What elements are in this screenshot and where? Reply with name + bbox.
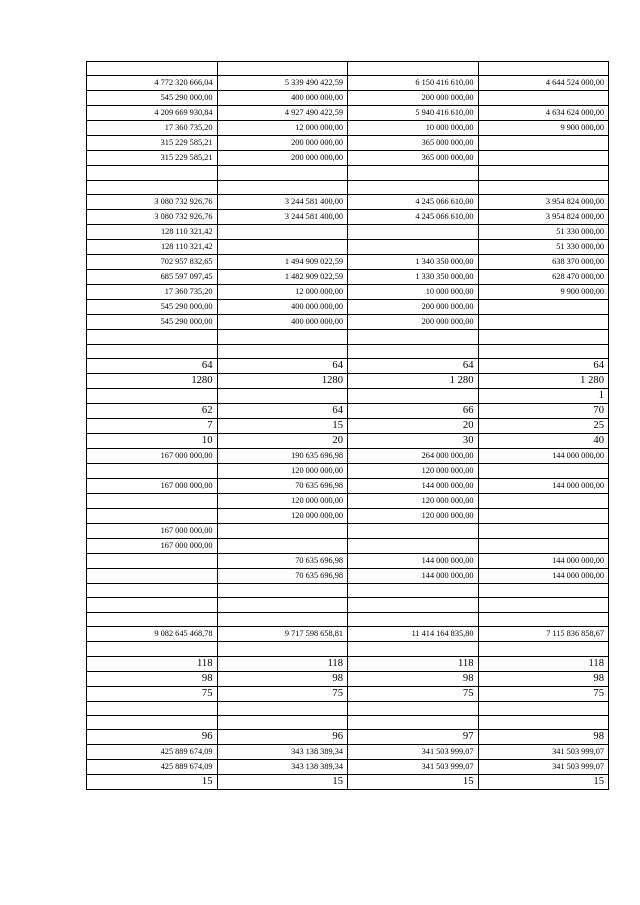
table-cell-col-1 (87, 344, 218, 358)
table-cell-col-2 (217, 344, 348, 358)
table-cell-col-3: 4 245 066 610,00 (348, 210, 479, 225)
table-cell-col-1: 64 (87, 358, 218, 373)
table-cell-col-1: 7 (87, 418, 218, 433)
table-cell-col-2: 1280 (217, 373, 348, 388)
table-cell-col-4: 638 370 000,00 (478, 255, 609, 270)
table-row (87, 775, 609, 790)
table-cell-col-2 (217, 180, 348, 194)
table-cell-col-4: 4 644 524 000,00 (478, 76, 609, 91)
table-cell-col-2: 96 (217, 730, 348, 745)
table-cell-col-1: 545 290 000,00 (87, 300, 218, 315)
table-cell-col-4: 70 (478, 403, 609, 418)
table-cell-col-3: 144 000 000,00 (348, 553, 479, 568)
table-cell-col-1: 128 110 321,42 (87, 240, 218, 255)
table-cell-col-4 (478, 538, 609, 553)
table-cell-col-1: 167 000 000,00 (87, 538, 218, 553)
table-cell-col-4: 40 (478, 433, 609, 448)
table-cell-col-3: 97 (348, 730, 479, 745)
table-cell-col-2: 4 927 490 422,59 (217, 106, 348, 121)
table-cell-col-2 (217, 225, 348, 240)
table-cell-col-4 (478, 612, 609, 626)
table-cell-col-4: 4 634 624 000,00 (478, 106, 609, 121)
table-cell-col-1: 3 080 732 926,76 (87, 210, 218, 225)
table-cell-col-1: 96 (87, 730, 218, 745)
table-cell-col-4: 51 330 000,00 (478, 225, 609, 240)
table-row (87, 745, 609, 760)
table-cell-col-3: 75 (348, 686, 479, 701)
table-cell-col-4 (478, 583, 609, 597)
table-cell-col-4 (478, 715, 609, 729)
table-cell-col-1 (87, 715, 218, 729)
table-cell-col-2: 5 339 490 422,59 (217, 76, 348, 91)
table-row (87, 508, 609, 523)
table-cell-col-3 (348, 642, 479, 656)
table-cell-col-3 (348, 612, 479, 626)
table-cell-col-3: 10 000 000,00 (348, 285, 479, 300)
table-cell-col-1 (87, 553, 218, 568)
table-cell-col-2: 9 717 598 658,81 (217, 627, 348, 642)
table-cell-col-2: 200 000 000,00 (217, 136, 348, 151)
table-row (87, 671, 609, 686)
table-cell-col-3 (348, 166, 479, 180)
table-cell-col-3: 30 (348, 433, 479, 448)
table-cell-col-4: 15 (478, 775, 609, 790)
table-cell-col-1 (87, 180, 218, 194)
table-cell-col-3 (348, 225, 479, 240)
table-cell-col-4 (478, 330, 609, 344)
table-cell-col-1: 545 290 000,00 (87, 91, 218, 106)
table-cell-col-1: 545 290 000,00 (87, 315, 218, 330)
table-cell-col-2 (217, 538, 348, 553)
table-cell-col-1: 685 597 097,45 (87, 270, 218, 285)
table-cell-col-1: 702 957 832,65 (87, 255, 218, 270)
table-cell-col-4: 64 (478, 358, 609, 373)
table-row (87, 225, 609, 240)
table-cell-col-2 (217, 715, 348, 729)
table-cell-col-3 (348, 388, 479, 403)
table-cell-col-3: 144 000 000,00 (348, 568, 479, 583)
table-cell-col-1: 4 209 669 930,84 (87, 106, 218, 121)
table-cell-col-2: 75 (217, 686, 348, 701)
table-row (87, 121, 609, 136)
table-row (87, 403, 609, 418)
table-cell-col-3: 1 330 350 000,00 (348, 270, 479, 285)
table-cell-col-2 (217, 642, 348, 656)
table-cell-col-3 (348, 583, 479, 597)
table-cell-col-1: 1280 (87, 373, 218, 388)
table-cell-col-4: 3 954 824 000,00 (478, 210, 609, 225)
table-cell-col-4: 118 (478, 656, 609, 671)
table-cell-col-4 (478, 523, 609, 538)
table-cell-col-3: 1 280 (348, 373, 479, 388)
table-cell-col-2: 64 (217, 403, 348, 418)
table-cell-col-1: 9 082 645 468,78 (87, 627, 218, 642)
table-cell-col-2: 1 494 909 022,59 (217, 255, 348, 270)
table-cell-col-4: 628 470 000,00 (478, 270, 609, 285)
table-cell-col-1: 62 (87, 403, 218, 418)
table-row (87, 433, 609, 448)
table-cell-col-4: 7 115 836 858,67 (478, 627, 609, 642)
table-row (87, 463, 609, 478)
table-cell-col-4 (478, 598, 609, 612)
table-row (87, 151, 609, 166)
table-cell-col-4 (478, 508, 609, 523)
table-cell-col-2: 400 000 000,00 (217, 315, 348, 330)
table-cell-col-4: 341 503 999,07 (478, 745, 609, 760)
table-cell-col-2: 20 (217, 433, 348, 448)
table-cell-col-4: 144 000 000,00 (478, 553, 609, 568)
table-cell-col-2: 190 635 696,98 (217, 448, 348, 463)
table-cell-col-4 (478, 180, 609, 194)
table-cell-col-3: 120 000 000,00 (348, 463, 479, 478)
table-cell-col-3: 118 (348, 656, 479, 671)
table-row (87, 568, 609, 583)
table-cell-col-4 (478, 166, 609, 180)
table-row (87, 760, 609, 775)
table-cell-col-2 (217, 598, 348, 612)
table-row (87, 91, 609, 106)
table-cell-col-1 (87, 508, 218, 523)
table-cell-col-3: 144 000 000,00 (348, 478, 479, 493)
table-cell-col-2 (217, 388, 348, 403)
table-cell-col-4: 75 (478, 686, 609, 701)
table-cell-col-3: 98 (348, 671, 479, 686)
table-cell-col-2: 120 000 000,00 (217, 508, 348, 523)
table-cell-col-3: 341 503 999,07 (348, 760, 479, 775)
table-row (87, 656, 609, 671)
table-cell-col-1: 17 360 735,20 (87, 285, 218, 300)
table-cell-col-2 (217, 62, 348, 76)
table-cell-col-4 (478, 701, 609, 715)
table-cell-col-1 (87, 166, 218, 180)
table-row (87, 62, 609, 76)
table-cell-col-1: 15 (87, 775, 218, 790)
table-cell-col-4: 1 (478, 388, 609, 403)
table-row (87, 612, 609, 626)
table-cell-col-1: 128 110 321,42 (87, 225, 218, 240)
table-row (87, 344, 609, 358)
table-cell-col-1: 425 889 674,09 (87, 760, 218, 775)
table-cell-col-2 (217, 166, 348, 180)
table-cell-col-4 (478, 91, 609, 106)
table-row (87, 388, 609, 403)
table-cell-col-3: 200 000 000,00 (348, 91, 479, 106)
table-cell-col-2 (217, 240, 348, 255)
table-cell-col-1 (87, 330, 218, 344)
table-cell-col-1: 118 (87, 656, 218, 671)
table-cell-col-1: 75 (87, 686, 218, 701)
table-cell-col-4: 1 280 (478, 373, 609, 388)
table-cell-col-1: 425 889 674,09 (87, 745, 218, 760)
table-cell-col-3: 6 150 416 610,00 (348, 76, 479, 91)
table-cell-col-3: 10 000 000,00 (348, 121, 479, 136)
table-row (87, 627, 609, 642)
table-cell-col-1 (87, 583, 218, 597)
table-row (87, 583, 609, 597)
table-cell-col-1 (87, 388, 218, 403)
table-cell-col-3 (348, 344, 479, 358)
table-row (87, 106, 609, 121)
table-row (87, 300, 609, 315)
table-cell-col-2: 70 635 696,98 (217, 478, 348, 493)
table-cell-col-2: 118 (217, 656, 348, 671)
table-cell-col-3: 200 000 000,00 (348, 300, 479, 315)
table-cell-col-3 (348, 330, 479, 344)
table-cell-col-4: 341 503 999,07 (478, 760, 609, 775)
table-row (87, 240, 609, 255)
table-cell-col-1: 315 229 585,21 (87, 136, 218, 151)
table-cell-col-1: 3 080 732 926,76 (87, 195, 218, 210)
table-cell-col-2 (217, 330, 348, 344)
table-cell-col-1: 167 000 000,00 (87, 448, 218, 463)
table-cell-col-2: 98 (217, 671, 348, 686)
table-cell-col-4: 3 954 824 000,00 (478, 195, 609, 210)
table-cell-col-2: 1 482 909 022,59 (217, 270, 348, 285)
table-cell-col-2 (217, 701, 348, 715)
table-cell-col-1 (87, 642, 218, 656)
table-cell-col-4 (478, 300, 609, 315)
table-row (87, 76, 609, 91)
table-cell-col-3: 20 (348, 418, 479, 433)
table-cell-col-3 (348, 62, 479, 76)
table-cell-col-2: 70 635 696,98 (217, 568, 348, 583)
table-cell-col-3: 11 414 164 835,80 (348, 627, 479, 642)
table-row (87, 715, 609, 729)
table-cell-col-2 (217, 583, 348, 597)
table-cell-col-2: 12 000 000,00 (217, 285, 348, 300)
table-cell-col-3: 365 000 000,00 (348, 136, 479, 151)
table-row (87, 523, 609, 538)
table-cell-col-3: 66 (348, 403, 479, 418)
table-cell-col-3: 15 (348, 775, 479, 790)
table-cell-col-4: 144 000 000,00 (478, 448, 609, 463)
table-cell-col-3: 5 940 416 610,00 (348, 106, 479, 121)
table-row (87, 136, 609, 151)
table-row (87, 315, 609, 330)
table-cell-col-3 (348, 701, 479, 715)
table-cell-col-4: 25 (478, 418, 609, 433)
table-cell-col-3 (348, 180, 479, 194)
table-cell-col-3: 4 245 066 610,00 (348, 195, 479, 210)
table-cell-col-4 (478, 151, 609, 166)
table-row (87, 255, 609, 270)
table-cell-col-2: 12 000 000,00 (217, 121, 348, 136)
table-cell-col-1: 167 000 000,00 (87, 523, 218, 538)
table-cell-col-1: 10 (87, 433, 218, 448)
table-row (87, 210, 609, 225)
table-row (87, 373, 609, 388)
table-row (87, 166, 609, 180)
table-cell-col-3 (348, 240, 479, 255)
table-cell-col-2: 3 244 581 400,00 (217, 195, 348, 210)
table-cell-col-2: 343 138 389,34 (217, 745, 348, 760)
table-cell-col-2: 400 000 000,00 (217, 300, 348, 315)
table-row (87, 285, 609, 300)
table-row (87, 358, 609, 373)
table-cell-col-4 (478, 315, 609, 330)
table-row (87, 598, 609, 612)
table-cell-col-2 (217, 612, 348, 626)
table-cell-col-1 (87, 463, 218, 478)
table-row (87, 701, 609, 715)
table-row (87, 478, 609, 493)
table-cell-col-3 (348, 523, 479, 538)
table-cell-col-3: 365 000 000,00 (348, 151, 479, 166)
table-cell-col-1: 315 229 585,21 (87, 151, 218, 166)
table-cell-col-1: 17 360 735,20 (87, 121, 218, 136)
budget-table (86, 61, 609, 790)
table-cell-col-3: 120 000 000,00 (348, 493, 479, 508)
table-cell-col-4 (478, 136, 609, 151)
table-cell-col-1 (87, 493, 218, 508)
table-row (87, 270, 609, 285)
table-row (87, 493, 609, 508)
table-cell-col-4: 51 330 000,00 (478, 240, 609, 255)
budget-table-body (87, 62, 609, 790)
table-cell-col-2: 120 000 000,00 (217, 493, 348, 508)
table-cell-col-2: 120 000 000,00 (217, 463, 348, 478)
table-cell-col-4 (478, 344, 609, 358)
table-cell-col-3: 264 000 000,00 (348, 448, 479, 463)
table-cell-col-2: 200 000 000,00 (217, 151, 348, 166)
table-cell-col-2: 15 (217, 418, 348, 433)
table-cell-col-2: 70 635 696,98 (217, 553, 348, 568)
table-row (87, 330, 609, 344)
table-cell-col-3 (348, 715, 479, 729)
table-cell-col-1 (87, 568, 218, 583)
table-cell-col-4 (478, 642, 609, 656)
table-cell-col-1: 98 (87, 671, 218, 686)
table-cell-col-1: 167 000 000,00 (87, 478, 218, 493)
table-cell-col-1 (87, 62, 218, 76)
table-cell-col-3: 341 503 999,07 (348, 745, 479, 760)
table-cell-col-2: 15 (217, 775, 348, 790)
table-row (87, 180, 609, 194)
table-cell-col-3: 1 340 350 000,00 (348, 255, 479, 270)
table-cell-col-4: 9 900 000,00 (478, 285, 609, 300)
table-cell-col-1 (87, 612, 218, 626)
table-cell-col-1: 4 772 320 666,04 (87, 76, 218, 91)
table-cell-col-1 (87, 598, 218, 612)
table-cell-col-4 (478, 493, 609, 508)
table-cell-col-2: 400 000 000,00 (217, 91, 348, 106)
table-cell-col-4: 98 (478, 671, 609, 686)
table-cell-col-2: 64 (217, 358, 348, 373)
table-row (87, 195, 609, 210)
table-row (87, 642, 609, 656)
table-cell-col-3: 120 000 000,00 (348, 508, 479, 523)
table-cell-col-3: 200 000 000,00 (348, 315, 479, 330)
table-cell-col-1 (87, 701, 218, 715)
table-row (87, 553, 609, 568)
table-cell-col-2 (217, 523, 348, 538)
table-row (87, 686, 609, 701)
table-row (87, 418, 609, 433)
table-row (87, 538, 609, 553)
table-cell-col-4 (478, 62, 609, 76)
table-cell-col-3: 64 (348, 358, 479, 373)
table-cell-col-4 (478, 463, 609, 478)
table-cell-col-4: 9 900 000,00 (478, 121, 609, 136)
table-cell-col-4: 144 000 000,00 (478, 478, 609, 493)
table-cell-col-3 (348, 538, 479, 553)
table-cell-col-2: 343 138 389,34 (217, 760, 348, 775)
table-cell-col-4: 144 000 000,00 (478, 568, 609, 583)
table-cell-col-4: 98 (478, 730, 609, 745)
table-cell-col-3 (348, 598, 479, 612)
table-cell-col-2: 3 244 581 400,00 (217, 210, 348, 225)
table-row (87, 448, 609, 463)
table-row (87, 730, 609, 745)
